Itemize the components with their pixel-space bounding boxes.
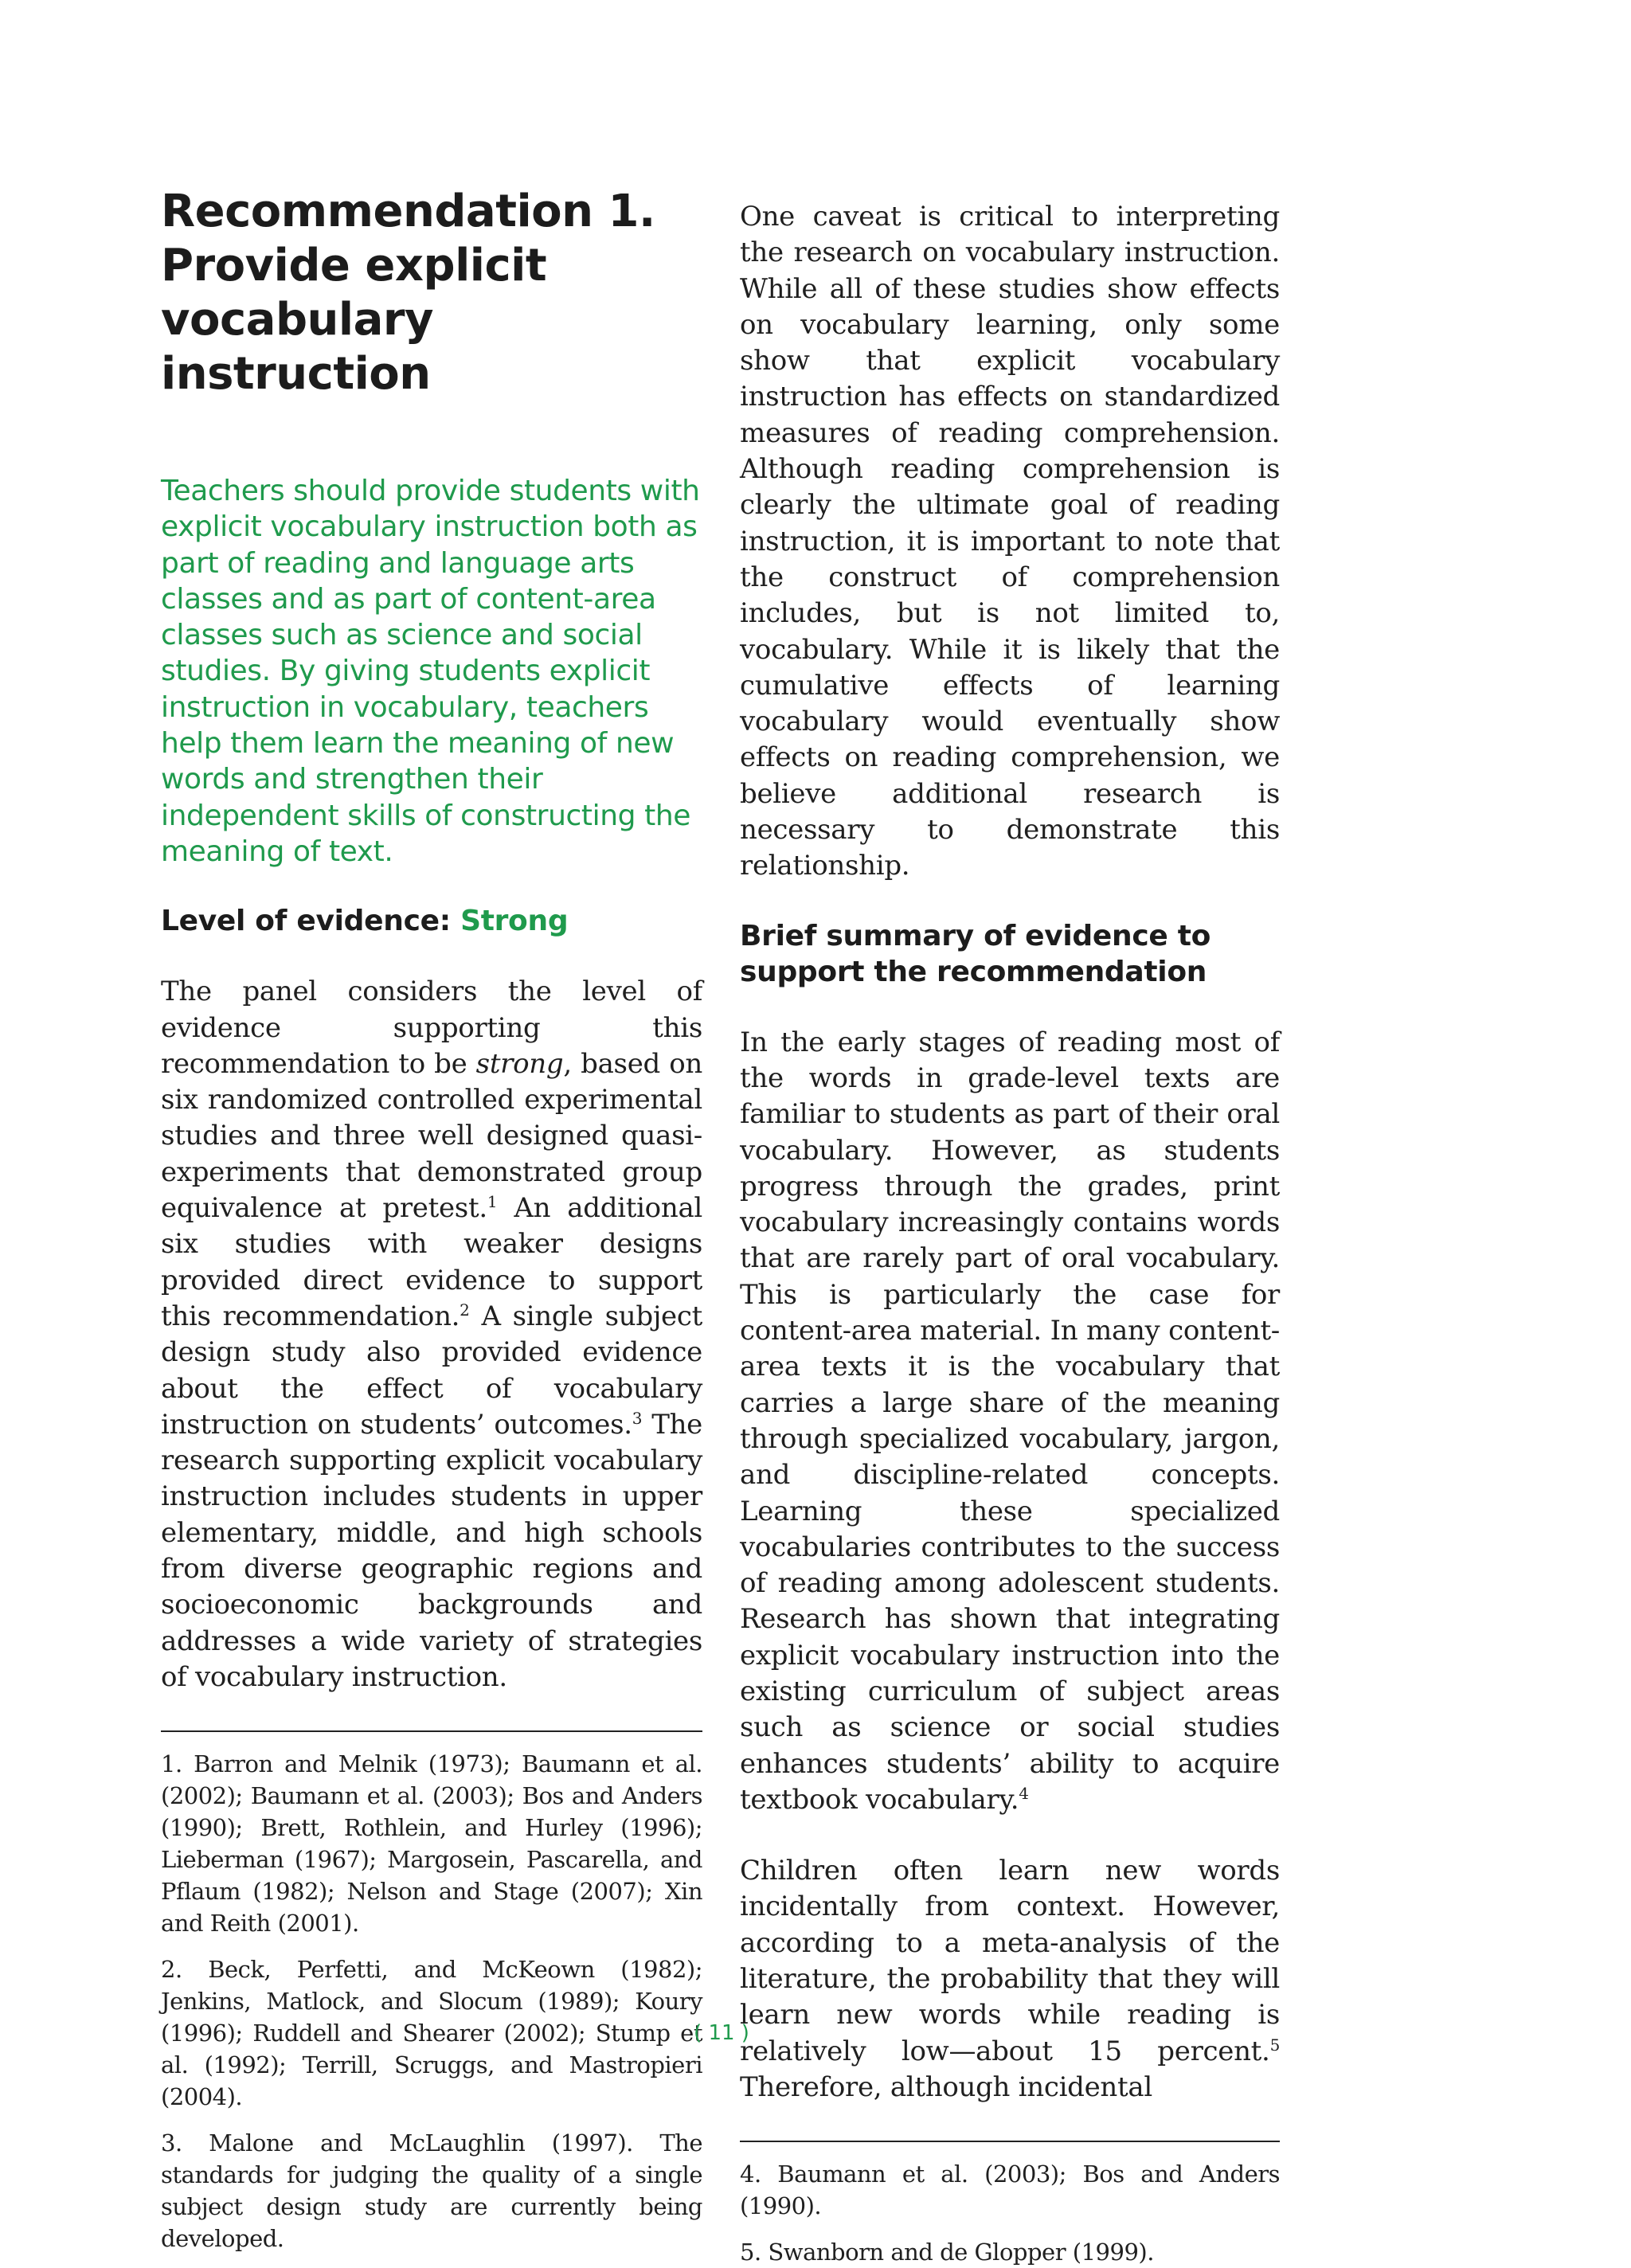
evidence-text-5: The research supporting explicit vocabulary instruction includes students in upper elementary, middle, and high schools from diverse geographic regions and socioeconomic backgrounds and addresses a wide variety of strategies of vocabulary instruction. [161,1408,702,1693]
left-column [161,185,702,2254]
caveat-paragraph: One caveat is critical to interpreting the research on vocabulary instruction. While all of these studies show effects on vocabulary learning, only some show that explicit vocabulary instruction has effects on standardized measures of reading comprehension. Although reading comprehension is clearly the ultimate goal of reading instruction, it is important to note that the construct of comprehension includes, but is not limited to, vocabulary. While it is likely that the cumulative effects of learning vocabulary would eventually show effects on reading comprehension, we believe additional research is necessary to demonstrate this relationship. [740,201,1280,882]
heading-line-3: vocabulary instruction [161,294,434,400]
recommendation-intro: Teachers should provide students with explicit vocabulary instruction both as part of reading and language arts classes and as part of content-area classes such as science and social studies. By giving students explicit instruction in vocabulary, teachers help them learn the meaning of new words and strengthen their independent skills of constructing the meaning of text. [161,475,700,868]
summary-paragraph-1 [740,1025,1280,1819]
footnote-5: 5. Swanborn and de Glopper (1999). [740,2239,1154,2266]
summary-text-2: Children often learn new words incidentally from context. However, according to a meta-analysis of the literature, the probability that they will learn new words while reading is relatively low—about 15 percent. [740,1855,1280,2067]
footnote-2: 2. Beck, Perfetti, and McKeown (1982); Jenkins, Matlock, and Slocum (1989); Koury (1996); Ruddell and Shearer (2002); Stump et al. (1992); Terrill, Scruggs, and Mastropieri (2004). [161,1956,702,2111]
evidence-label: Level of evidence: [161,905,461,938]
footnote-ref-4: 4 [1019,1783,1029,1803]
recommendation-heading [161,185,702,401]
evidence-text-3: An additional six studies with weaker designs provided direct evidence to support this recommendation. [161,1192,702,1332]
right-column [740,185,1280,2268]
summary-heading: Brief summary of evidence to support the recommendation [740,919,1211,988]
summary-text-3: Therefore, although incidental [740,2071,1152,2103]
footnote-1: 1. Barron and Melnik (1973); Baumann et al. (2002); Baumann et al. (2003); Bos and Anders (1990); Brett, Rothlein, and Hurley (1996); Lieberman (1967); Margosein, Pascarella, and Pflaum (1982); Nelson and Stage (2007); Xin and Reith (2001). [161,1750,702,1938]
evidence-emphasis: strong [475,1047,564,1080]
summary-text-1: In the early stages of reading most of the words in grade-level texts are familiar to students as part of their oral vocabulary. However, as students progress through the grades, print vocabulary increasingly contains words that are rarely part of oral vocabulary. This is particularly the case for content-area material. In many content-area texts it is the vocabulary that carries a large share of the meaning through specialized vocabulary, jargon, and discipline-related concepts. Learning these specialized vocabularies contributes to the success of reading among adolescent students. Research has shown that integrating explicit vocabulary instruction into the existing curriculum of subject areas such as science or social studies enhances students’ ability to acquire textbook vocabulary. [740,1026,1280,1816]
level-of-evidence-heading [161,903,702,939]
evidence-text-1: The panel considers the level of evidence supporting this recommendation to be [161,976,702,1080]
footnote-ref-1: 1 [487,1192,498,1212]
footnote-ref-5: 5 [1269,2035,1280,2055]
footnote-divider-right [740,2141,1280,2142]
footnote-divider-left [161,1730,702,1732]
heading-line-1: Recommendation 1. [161,186,655,237]
summary-paragraph-2 [740,1853,1280,2106]
evidence-paragraph [161,974,702,1695]
evidence-value: Strong [460,905,569,938]
heading-line-2: Provide explicit [161,240,547,291]
footnote-ref-2: 2 [460,1300,470,1320]
evidence-text-4: A single subject design study also provided evidence about the effect of vocabulary instruction on students’ outcomes. [161,1300,702,1441]
footnote-4: 4. Baumann et al. (2003); Bos and Anders (1990). [740,2160,1280,2220]
footnote-ref-3: 3 [632,1408,643,1428]
evidence-text-2: , based on six randomized controlled experimental studies and three well designed quasi-experiments that demonstrated group equivalence at pretest. [161,1047,702,1225]
footnote-3: 3. Malone and McLaughlin (1997). The standards for judging the quality of a single subject design study are currently being developed. [161,2129,702,2253]
page-number: ( 11 ) [694,2021,749,2045]
